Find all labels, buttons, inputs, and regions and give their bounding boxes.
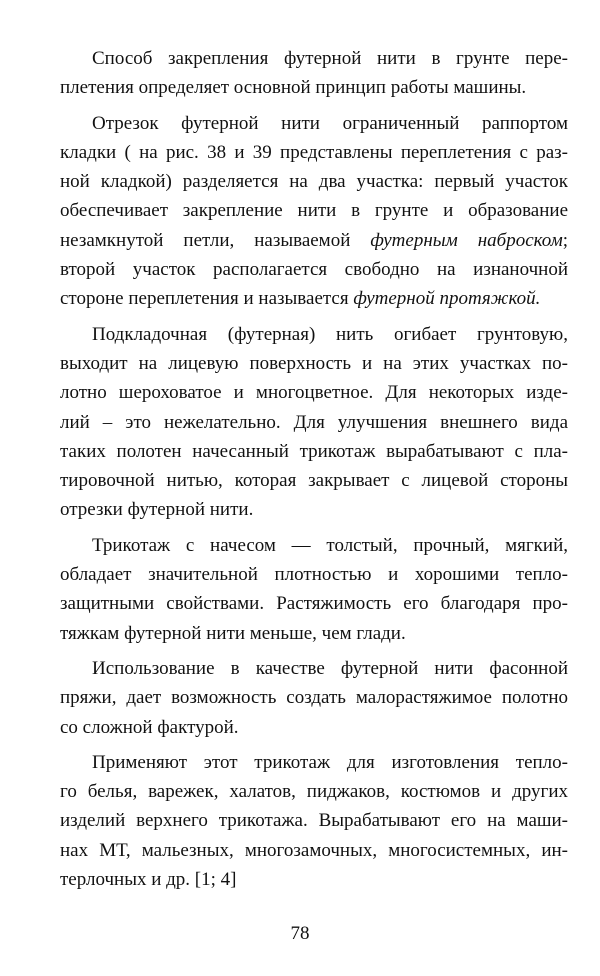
text-run: плетения определяет основной принцип работы машины. xyxy=(60,77,527,99)
text-line xyxy=(60,408,568,437)
text-line xyxy=(60,196,568,225)
text-run: таких полотен начесанный трикотаж вырабатывают с пла- xyxy=(60,440,568,462)
text-line xyxy=(60,654,568,683)
text-run: отрезки футерной нити. xyxy=(60,499,254,521)
text-run: Способ закрепления футерной нити в грунте пере- xyxy=(92,48,568,69)
text-line xyxy=(60,73,568,102)
text-run: обеспечивает закрепление нити в грунте и образование xyxy=(60,200,568,222)
text-line xyxy=(60,836,568,865)
text-run: тяжкам футерной нити меньше, чем глади. xyxy=(60,622,406,644)
text-line xyxy=(60,109,568,138)
text-run: обладает значительной плотностью и хорошими тепло- xyxy=(60,564,568,586)
text-run: кладки ( на рис. 38 и 39 представлены переплетения с раз- xyxy=(60,141,568,163)
text-line xyxy=(60,495,568,524)
text-run: ной кладкой) разделяется на два участка: первый участок xyxy=(60,171,568,193)
body-text xyxy=(60,44,568,900)
paragraph xyxy=(60,531,568,648)
text-run: выходит на лицевую поверхность и на этих участках по- xyxy=(60,352,568,374)
text-run: со сложной фактурой. xyxy=(60,716,239,738)
text-line xyxy=(60,560,568,589)
text-line xyxy=(60,777,568,806)
text-run: Подкладочная (футерная) нить огибает грунтовую, xyxy=(92,323,568,345)
text-run: пряжи, дает возможность создать малорастяжимое полотно xyxy=(60,687,568,709)
text-line xyxy=(60,44,568,73)
text-run: второй участок располагается свободно на изнаночной xyxy=(60,259,568,281)
text-line xyxy=(60,589,568,618)
text-line xyxy=(60,320,568,349)
text-run: лотно шероховатое и многоцветное. Для некоторых изде- xyxy=(60,382,568,404)
text-run: стороне переплетения и называется xyxy=(60,288,354,310)
text-run: ; xyxy=(562,229,568,251)
text-line xyxy=(60,466,568,495)
paragraph xyxy=(60,320,568,525)
text-run: Использование в качестве футерной нити фасонной xyxy=(92,657,568,679)
paragraph xyxy=(60,44,568,103)
text-line xyxy=(60,806,568,835)
text-line xyxy=(60,865,568,894)
paragraph xyxy=(60,748,568,894)
text-line xyxy=(60,378,568,407)
italic-term: футерной протяжкой. xyxy=(353,288,541,310)
text-line xyxy=(60,167,568,196)
text-run: Трикотаж с начесом — толстый, прочный, мягкий, xyxy=(92,534,568,556)
text-line xyxy=(60,437,568,466)
paragraph xyxy=(60,654,568,742)
italic-term: футерным наброском xyxy=(370,229,563,251)
paragraph xyxy=(60,109,568,314)
text-line xyxy=(60,619,568,648)
page-number: 78 xyxy=(290,923,310,944)
text-line xyxy=(60,349,568,378)
text-line xyxy=(60,683,568,712)
text-run: изделий верхнего трикотажа. Вырабатывают его на маши- xyxy=(60,810,568,832)
text-run: нах МТ, мальезных, многозамочных, многосистемных, ин- xyxy=(60,839,568,861)
text-run: терлочных и др. [1; 4] xyxy=(60,869,237,891)
text-line xyxy=(60,284,568,313)
text-run: лий – это нежелательно. Для улучшения внешнего вида xyxy=(60,411,568,433)
text-line xyxy=(60,748,568,777)
text-run: защитными свойствами. Растяжимость его благодаря про- xyxy=(60,593,568,615)
text-line xyxy=(60,226,568,255)
text-run: Применяют этот трикотаж для изготовления тепло- xyxy=(92,751,568,773)
text-line xyxy=(60,255,568,284)
text-run: Отрезок футерной нити ограниченный раппортом xyxy=(92,112,568,134)
text-run: тировочной нитью, которая закрывает с лицевой стороны xyxy=(60,470,568,492)
text-line xyxy=(60,138,568,167)
text-run: го белья, варежек, халатов, пиджаков, костюмов и других xyxy=(60,781,568,803)
text-line xyxy=(60,531,568,560)
text-line xyxy=(60,713,568,742)
text-run: незамкнутой петли, называемой xyxy=(60,229,371,251)
